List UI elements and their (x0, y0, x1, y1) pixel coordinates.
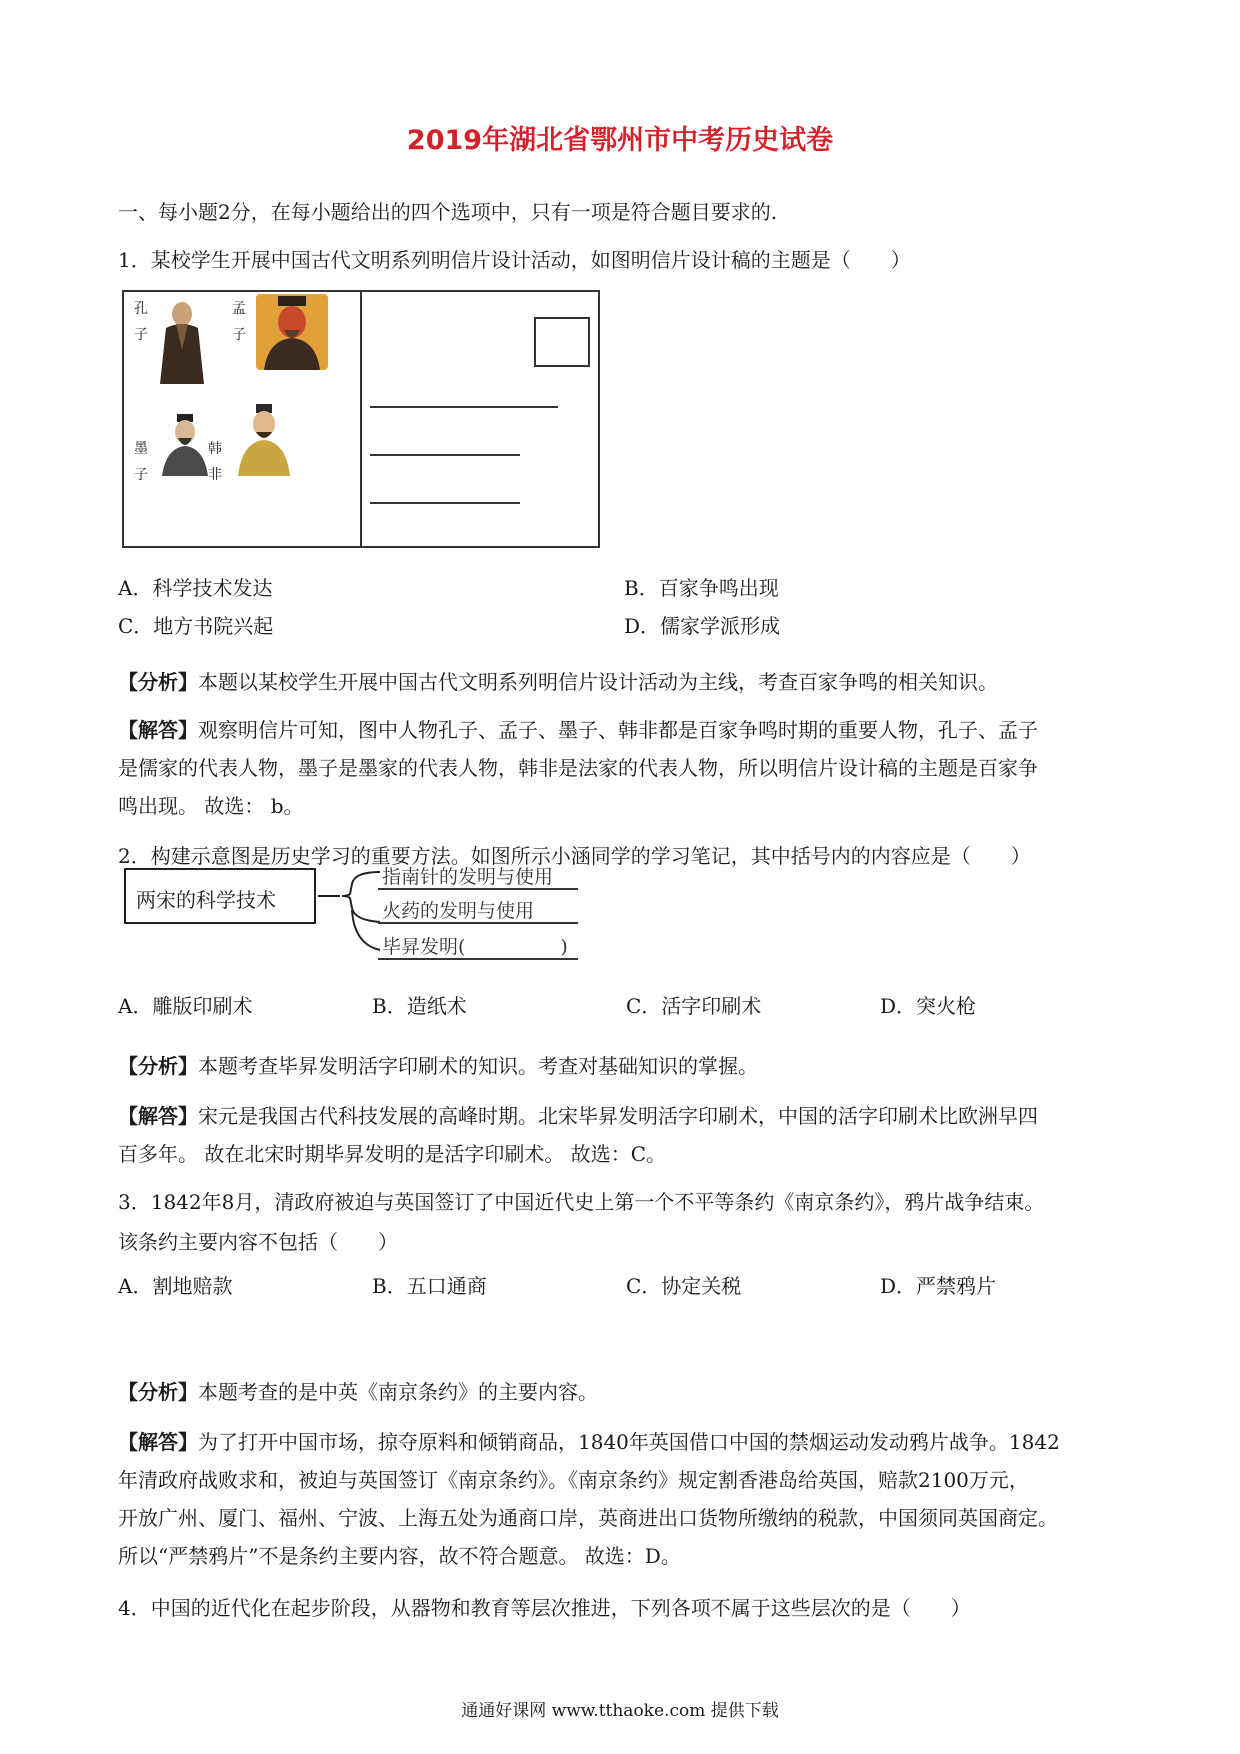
kongzi-portrait-icon (156, 298, 208, 386)
q2-option-c: C．活字印刷术 (626, 994, 762, 1018)
answer-tag: 【解答】 (118, 1104, 198, 1128)
q3-answer-line-3: 开放广州、厦门、福州、宁波、上海五处为通商口岸，英商进出口货物所缴纳的税款，中国须同英国商定。 (118, 1506, 1058, 1530)
q3-answer-line-2: 年清政府战败求和，被迫与英国签订《南京条约》。《南京条约》规定割香港岛给英国，赔款2100万元， (118, 1468, 1029, 1492)
q2-analysis (118, 1050, 758, 1079)
diagram-item-bisheng: 毕昇发明( ) (382, 936, 568, 958)
mengzi-portrait-icon (256, 294, 328, 370)
q1-option-d: D．儒家学派形成 (624, 614, 781, 638)
q3-option-d: D．严禁鸦片 (880, 1274, 997, 1298)
q1-answer-line-3: 鸣出现。 故选： b。 (118, 794, 304, 818)
q2-stem: 2．构建示意图是历史学习的重要方法。如图所示小涵同学的学习笔记，其中括号内的内容应是（ ） (118, 844, 1031, 868)
answer-tag: 【解答】 (118, 1430, 198, 1454)
portrait-label-mengzi: 孟 子 (232, 301, 246, 343)
q2-answer-line-2: 百多年。 故在北宋时期毕昇发明的是活字印刷术。 故选：C。 (118, 1142, 667, 1166)
q1-option-a: A．科学技术发达 (118, 576, 273, 600)
postcard-figure (122, 290, 600, 548)
diagram-item-underline (378, 888, 578, 890)
postcard-address-line (370, 454, 520, 456)
portrait-label-kongzi: 孔 子 (134, 301, 148, 343)
q1-answer-line-2: 是儒家的代表人物，墨子是墨家的代表人物，韩非是法家的代表人物，所以明信片设计稿的主题是百家争 (118, 756, 1038, 780)
postcard-divider (360, 292, 362, 546)
diagram-item-gunpowder: 火药的发明与使用 (382, 900, 535, 922)
study-notes-diagram (122, 860, 592, 970)
q3-option-b: B．五口通商 (372, 1274, 487, 1298)
portrait-label-mozi: 墨 子 (134, 441, 148, 483)
answer-text: 为了打开中国市场，掠夺原料和倾销商品，1840年英国借口中国的禁烟运动发动鸦片战争。1842 (198, 1430, 1060, 1454)
analysis-text: 本题考查的是中英《南京条约》的主要内容。 (198, 1380, 598, 1404)
q2-option-a: A．雕版印刷术 (118, 994, 253, 1018)
q2-answer-line-1 (118, 1100, 1038, 1129)
analysis-text: 本题以某校学生开展中国古代文明系列明信片设计活动为主线，考查百家争鸣的相关知识。 (198, 670, 998, 694)
q4-stem: 4．中国的近代化在起步阶段，从器物和教育等层次推进，下列各项不属于这些层次的是（ ） (118, 1596, 971, 1620)
diagram-item-underline (378, 958, 578, 960)
page-title: 2019年湖北省鄂州市中考历史试卷 (406, 125, 834, 156)
answer-tag: 【解答】 (118, 718, 198, 742)
q2-option-b: B．造纸术 (372, 994, 467, 1018)
q1-option-c: C．地方书院兴起 (118, 614, 274, 638)
analysis-tag: 【分析】 (118, 1054, 198, 1078)
analysis-text: 本题考查毕昇发明活字印刷术的知识。考查对基础知识的掌握。 (198, 1054, 758, 1078)
q1-stem: 1．某校学生开展中国古代文明系列明信片设计活动，如图明信片设计稿的主题是（ ） (118, 248, 911, 272)
analysis-tag: 【分析】 (118, 1380, 198, 1404)
hanfei-portrait-icon (236, 404, 292, 476)
postcard-address-line (370, 502, 520, 504)
postcard-stamp-box (534, 317, 590, 367)
q3-stem-line-1: 3．1842年8月，清政府被迫与英国签订了中国近代史上第一个不平等条约《南京条约》，鸦片战争结束。 (118, 1190, 1045, 1214)
q3-option-a: A．割地赔款 (118, 1274, 233, 1298)
page-footer: 通通好课网 www.tthaoke.com 提供下载 (461, 1701, 779, 1721)
q3-analysis (118, 1376, 598, 1405)
q3-stem-line-2: 该条约主要内容不包括（ ） (118, 1230, 398, 1254)
mozi-portrait-icon (160, 414, 210, 476)
q3-option-c: C．协定关税 (626, 1274, 742, 1298)
q1-answer-line-1 (118, 714, 1038, 743)
q3-answer-line-4: 所以“严禁鸦片”不是条约主要内容，故不符合题意。 故选：D。 (118, 1544, 681, 1568)
brace-icon (318, 860, 384, 970)
postcard-address-line (370, 406, 558, 408)
answer-text: 宋元是我国古代科技发展的高峰时期。北宋毕昇发明活字印刷术，中国的活字印刷术比欧洲早四 (198, 1104, 1038, 1128)
diagram-main-box: 两宋的科学技术 (124, 868, 316, 924)
diagram-item-compass: 指南针的发明与使用 (382, 866, 554, 888)
section-heading: 一、每小题2分，在每小题给出的四个选项中，只有一项是符合题目要求的. (118, 200, 778, 224)
q2-option-d: D．突火枪 (880, 994, 977, 1018)
analysis-tag: 【分析】 (118, 670, 198, 694)
q1-analysis (118, 666, 998, 695)
diagram-item-underline (378, 922, 578, 924)
q3-answer-line-1 (118, 1426, 1060, 1455)
portrait-label-hanfei: 韩 非 (208, 441, 222, 483)
q1-option-b: B．百家争鸣出现 (624, 576, 779, 600)
answer-text: 观察明信片可知，图中人物孔子、孟子、墨子、韩非都是百家争鸣时期的重要人物，孔子、孟子 (198, 718, 1038, 742)
